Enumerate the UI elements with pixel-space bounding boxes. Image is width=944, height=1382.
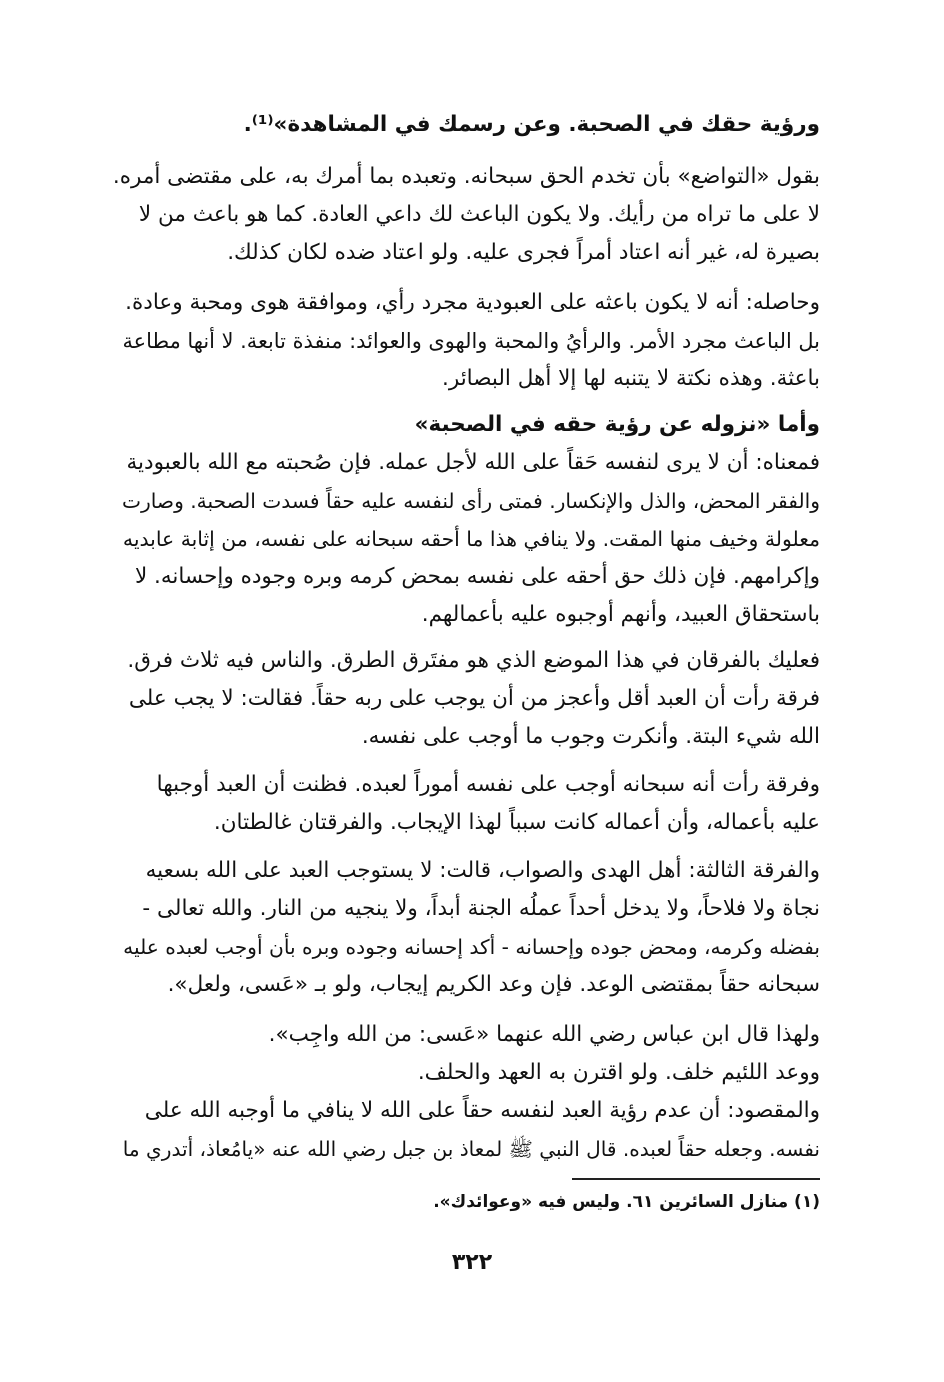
text-line: وإكرامهم. فإن ذلك حق أحقه على نفسه بمحض كرمه وبره وجوده وإحسانه. لا [134, 564, 820, 589]
text-line: فعليك بالفرقان في هذا الموضع الذي هو مفتَرق الطرق. والناس فيه ثلاث فرق. [127, 648, 820, 673]
paragraph-7 [108, 1016, 820, 1168]
text-line: نفسه. وجعله حقاً لعبده. قال النبي ﷺ لمعاذ بن جبل رضي الله عنه «يامُعاذ، أتدري ما [122, 1137, 820, 1161]
text-line: وحاصله: أنه لا يكون باعثه على العبودية مجرد رأي، وموافقة هوى ومحبة وعادة. [125, 290, 820, 315]
text-line: بفضله وكرمه، ومحض جوده وإحسانه - أكد إحسانه وجوده وبره بأن أوجب لعبده عليه [123, 935, 820, 959]
text-line: بل الباعث مجرد الأمر. والرأيُ والمحبة والهوى والعوائد: منفذة تابعة. لا أنها مطاعة [122, 329, 820, 353]
page-heading [108, 106, 820, 144]
text-line: والمقصود: أن عدم رؤية العبد لنفسه حقاً على الله لا ينافي ما أوجبه الله على [144, 1098, 820, 1123]
page-number: ٣٢٢ [451, 1250, 493, 1275]
text-line: فمعناه: أن لا يرى لنفسه حَقاً على الله لأجل عمله. فإن صُحبته مع الله بالعبودية [126, 450, 820, 475]
text-line: ووعد اللئيم خلف. ولو اقترن به العهد والحلف. [417, 1060, 820, 1085]
text-line: سبحانه حقاً بمقتضى الوعد. فإن وعد الكريم إيجاب، ولو بـ «عَسى، ولعل». [167, 972, 820, 997]
paragraph-2 [108, 284, 820, 398]
subheading-line: وأما «نزوله عن رؤية حقه في الصحبة» [414, 412, 820, 437]
footnote-divider [572, 1178, 820, 1180]
paragraph-4 [108, 642, 820, 756]
text-line: لا على ما تراه من رأيك. ولا يكون الباعث لك داعي العادة. كما هو باعث من لا [138, 202, 820, 227]
text-line: والفرقة الثالثة: أهل الهدى والصواب، قالت: لا يستوجب العبد على الله بسعيه [145, 858, 820, 883]
footnote: (١) منازل السائرين ٦١. وليس فيه «وعوائدك». [433, 1192, 820, 1212]
text-line: باعثة. وهذه نكتة لا يتنبه لها إلا أهل البصائر. [442, 366, 820, 391]
text-line: الله شيء البتة. وأنكرت وجوب ما أوجب على نفسه. [361, 724, 820, 749]
text-line: بقول «التواضع» بأن تخدم الحق سبحانه. وتعبده بما أمرك به، على مقتضى أمره. [112, 164, 820, 189]
paragraph-1 [108, 158, 820, 272]
text-line: بصيرة له، غير أنه اعتاد أمراً فجرى عليه. ولو اعتاد ضده لكان كذلك. [227, 240, 820, 265]
text-line: والفقر المحض، والذل والإنكسار. فمتى رأى لنفسه عليه حقاً فسدت الصحبة. وصارت [122, 489, 820, 513]
paragraph-3 [108, 406, 820, 634]
heading-line: ورؤية حقك في الصحبة. وعن رسمك في المشاهدة»⁽¹⁾. [243, 112, 820, 137]
text-line: فرقة رأت أن العبد أقل وأعجز من أن يوجب على ربه حقاً. فقالت: لا يجب على [128, 686, 820, 711]
text-line: عليه بأعماله، وأن أعماله كانت سبباً لهذا الإيجاب. والفرقتان غالطتان. [213, 810, 820, 835]
text-line: ولهذا قال ابن عباس رضي الله عنهما «عَسى: من الله واجِب». [268, 1022, 820, 1047]
text-line: معلولة وخيف منها المقت. ولا ينافي هذا ما أحقه سبحانه على نفسه، من إثابة عابديه [122, 527, 820, 551]
paragraph-6 [108, 852, 820, 1004]
text-line: باستحقاق العبيد، وأنهم أوجبوه عليه بأعمالهم. [421, 602, 820, 627]
text-line: نجاة ولا فلاحاً، ولا يدخل أحداً عملُه الجنة أبداً، ولا ينجيه من النار. والله تعالى - [142, 896, 820, 921]
paragraph-5 [108, 766, 820, 842]
text-line: وفرقة رأت أنه سبحانه أوجب على نفسه أموراً لعبده. فظنت أن العبد أوجبها [156, 772, 820, 797]
